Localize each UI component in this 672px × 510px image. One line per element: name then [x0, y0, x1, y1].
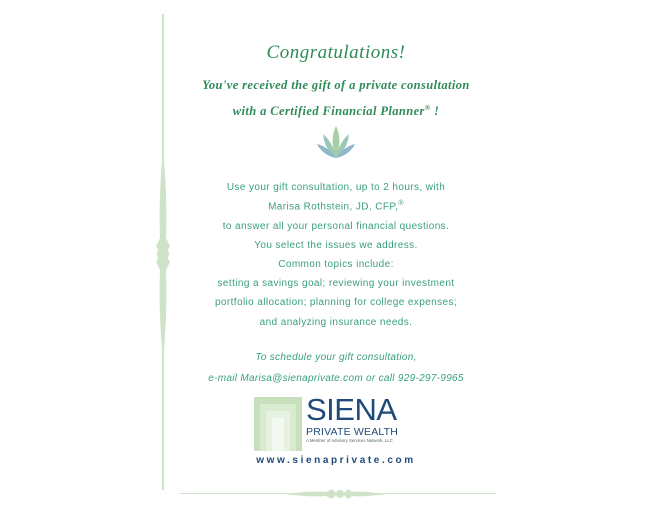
body-line-2-text: Marisa Rothstein, JD, CFP, [268, 201, 399, 213]
body-line-5: Common topics include: [278, 259, 394, 270]
logo-member-note: A Member of Advisory Services Network, LLC [306, 438, 393, 443]
logo-name: SIENA [306, 392, 397, 427]
gift-line-2-text: with a Certified Financial Planner [232, 104, 425, 119]
body-line-4: You select the issues we address. [254, 240, 418, 251]
siena-logo-text [306, 394, 398, 444]
body-line-1: Use your gift consultation, up to 2 hours, with [226, 182, 446, 193]
gift-line-2 [0, 104, 672, 119]
body-line-8: and analyzing insurance needs. [259, 317, 413, 328]
body-line-2 [0, 200, 672, 212]
body-line-6: setting a savings goal; reviewing your investment [217, 278, 455, 289]
gift-line-2-end: ! [430, 104, 440, 119]
schedule-line-2: e-mail Marisa@sienaprivate.com or call 929-297-9965 [208, 373, 464, 384]
gift-line-1: You've received the gift of a private consultation [202, 78, 470, 92]
website-url: www.sienaprivate.com [256, 455, 416, 466]
bottom-diamond-ornament-icon [286, 487, 386, 501]
registered-mark: ® [424, 104, 431, 112]
leaf-icon [316, 124, 356, 160]
body-line-7: portfolio allocation; planning for college expenses; [214, 297, 458, 308]
body-line-3: to answer all your personal financial questions. [222, 221, 450, 232]
siena-logo-icon [254, 397, 302, 451]
body-registered-mark: ® [398, 200, 404, 207]
logo-subtitle: PRIVATE WEALTH [306, 426, 399, 438]
congratulations-title: Congratulations! [266, 42, 406, 63]
schedule-line-1: To schedule your gift consultation, [255, 352, 417, 363]
